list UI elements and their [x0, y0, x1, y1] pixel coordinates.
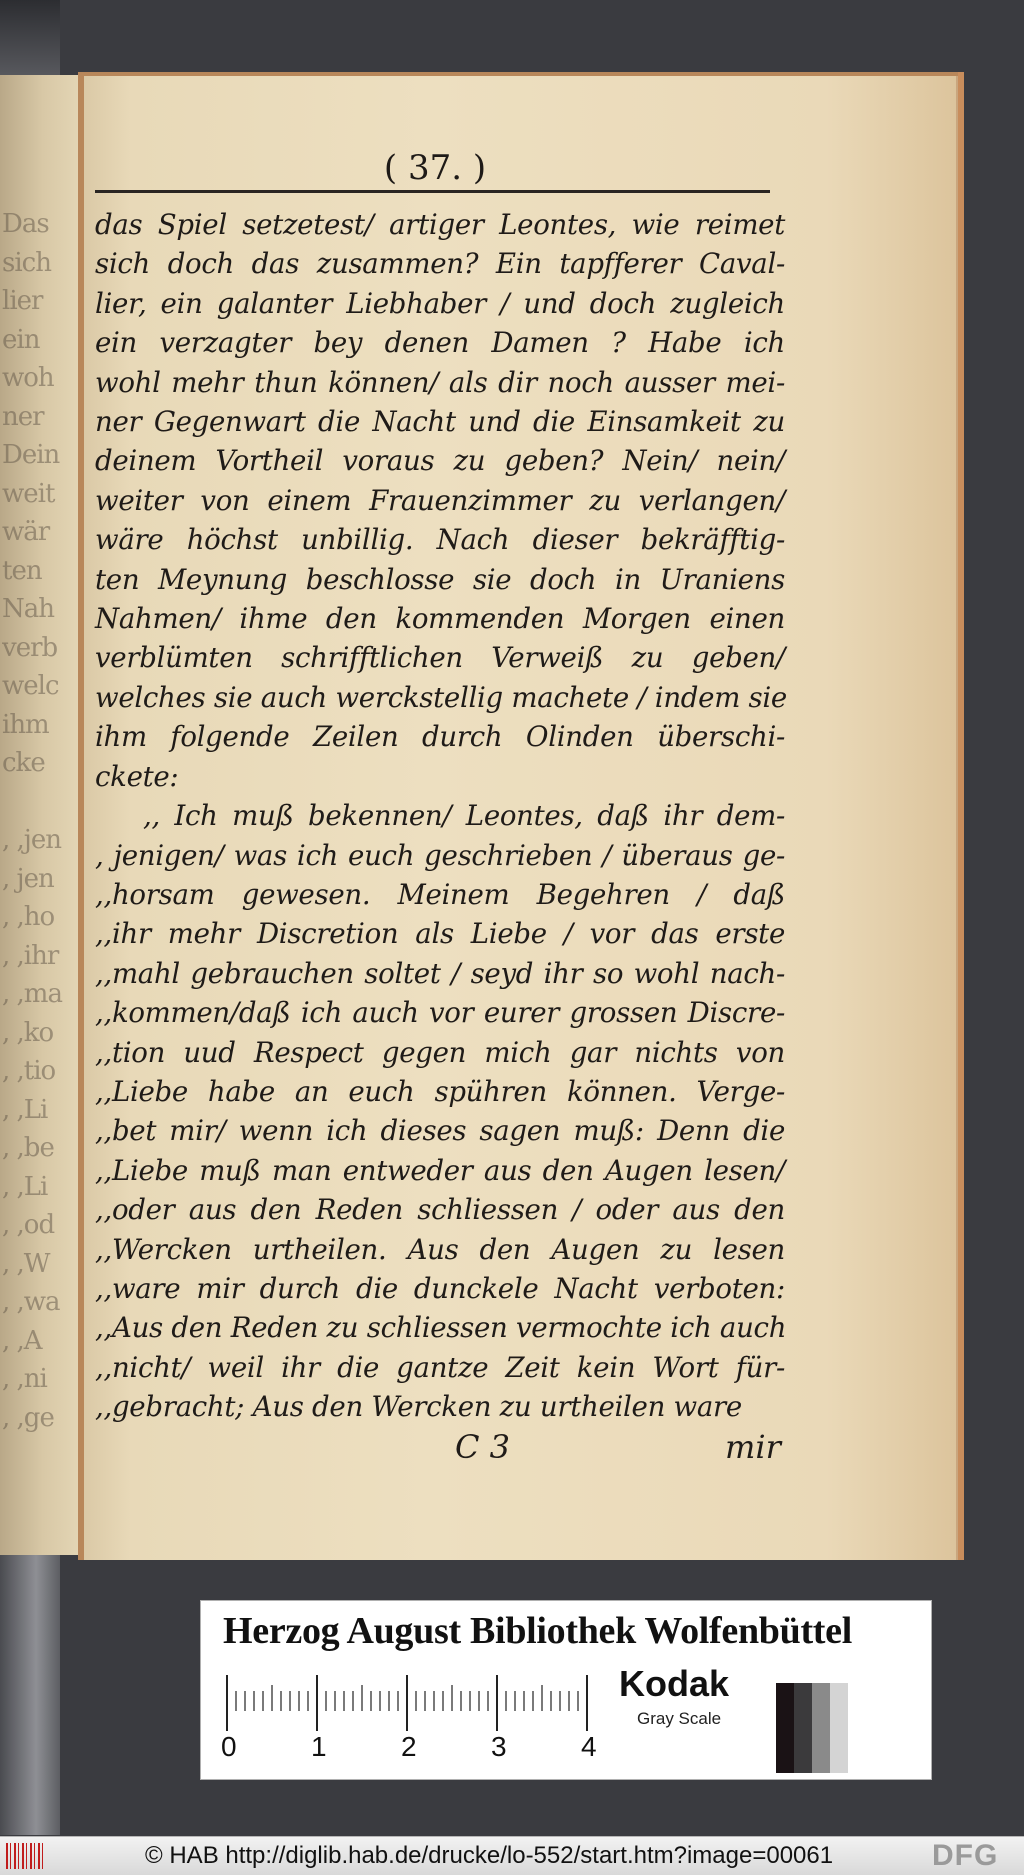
- gray-swatch: [848, 1683, 866, 1773]
- text-line: ten Meynung beschlosse sie doch in Uraniens: [95, 562, 785, 596]
- catchword: mir: [725, 1428, 781, 1466]
- gray-swatch: [830, 1683, 848, 1773]
- signature-mark: C 3: [455, 1428, 511, 1466]
- text-line: ,,oder aus den Reden schliessen / oder aus den: [95, 1193, 785, 1227]
- gray-swatch: [812, 1683, 830, 1773]
- library-scale-card: [200, 1600, 932, 1780]
- measurement-ruler: [221, 1671, 601, 1731]
- text-line: verblümten schrifftlichen Verweiß zu geben/: [95, 641, 785, 675]
- text-line: ihm folgende Zeilen durch Olinden überschi-: [95, 720, 785, 754]
- kodak-logo: Kodak: [619, 1663, 730, 1704]
- text-line: sich doch das zusammen? Ein tapfferer Caval-: [95, 247, 785, 281]
- text-line: ,,ihr mehr Discretion als Liebe / vor das erste: [95, 917, 785, 951]
- text-line: ckete:: [95, 759, 179, 793]
- barcode-icon: [6, 1843, 46, 1869]
- text-line: ,,bet mir/ wenn ich dieses sagen muß: Denn die: [95, 1114, 785, 1148]
- text-line: ,,horsam gewesen. Meinem Begehren / daß: [95, 877, 785, 911]
- text-line: ,,nicht/ weil ihr die gantze Zeit kein Wort für-: [95, 1350, 785, 1384]
- page-body-text: [95, 205, 785, 1427]
- text-line: ,,gebracht; Aus den Wercken zu urtheilen ware: [95, 1390, 742, 1424]
- library-title: Herzog August Bibliothek Wolfenbüttel: [223, 1610, 852, 1652]
- text-line: welches sie auch werckstellig machete / indem sie: [95, 680, 787, 714]
- ruler-number: 3: [491, 1731, 507, 1762]
- gray-scale-label: Gray Scale: [637, 1709, 722, 1728]
- text-line: deinem Vortheil voraus zu geben? Nein/ nein/: [95, 444, 785, 478]
- text-line: ,,Liebe muß man entweder aus den Augen lesen/: [95, 1153, 785, 1187]
- text-line: ,,Wercken urtheilen. Aus den Augen zu lesen: [95, 1232, 785, 1266]
- footer-bar: [0, 1836, 1024, 1875]
- text-line: ,,kommen/daß ich auch vor eurer grossen Discre-: [95, 996, 785, 1030]
- text-line: ,,Aus den Reden zu schliessen vermochte ich auch: [95, 1311, 787, 1345]
- copyright-link[interactable]: © HAB http://diglib.hab.de/drucke/lo-552/start.htm?image=00061: [145, 1842, 834, 1869]
- ruler-number: 1: [311, 1731, 327, 1762]
- gray-swatch: [794, 1683, 812, 1773]
- text-line: ,,ware mir durch die dunckele Nacht verboten:: [95, 1271, 785, 1305]
- scanner-strip: [0, 1555, 60, 1835]
- gray-scale-swatches: [776, 1683, 866, 1773]
- ruler-number: 4: [581, 1731, 597, 1762]
- gray-swatch: [776, 1683, 794, 1773]
- text-line: ,,Liebe habe an euch spühren können. Verge-: [95, 1074, 785, 1108]
- header-rule: [95, 190, 770, 193]
- text-line: ,,mahl gebrauchen soltet / seyd ihr so wohl nach-: [95, 956, 785, 990]
- text-line: weiter von einem Frauenzimmer zu verlangen/: [95, 483, 785, 517]
- dfg-logo: DFG: [932, 1839, 999, 1872]
- text-line: , jenigen/ was ich euch geschrieben / überaus ge-: [95, 838, 785, 872]
- ruler-number: 2: [401, 1731, 417, 1762]
- text-line: wäre höchst unbillig. Nach dieser bekräfftig-: [95, 523, 785, 557]
- ruler-numbers: [211, 1731, 611, 1767]
- text-line: das Spiel setzetest/ artiger Leontes, wie reimet: [95, 208, 785, 241]
- text-line: ein verzagter bey denen Damen ? Habe ich: [95, 326, 785, 360]
- page-number: ( 37. ): [383, 148, 487, 188]
- text-line: Nahmen/ ihme den kommenden Morgen einen: [95, 602, 785, 636]
- text-line: ,,tion uud Respect gegen mich gar nichts von: [95, 1035, 785, 1069]
- left-page-sliver: [0, 75, 80, 1555]
- ruler-number: 0: [221, 1731, 237, 1762]
- text-line: ,, Ich muß bekennen/ Leontes, daß ihr dem-: [143, 799, 785, 833]
- scanner-background: [0, 0, 60, 80]
- text-line: wohl mehr thun können/ als dir noch ausser mei-: [95, 365, 785, 399]
- left-page-ghost-text: Das sich lier ein woh ner Dein weit wär ten Nah verb welc ihm cke , ,jen , jen , ,ho , ,ihr , ,ma , ,ko , ,tio , ,Li , ,be , ,Li , ,od , ,W , ,wa , ,A , ,ni , ,ge: [2, 209, 62, 1433]
- text-line: ner Gegenwart die Nacht und die Einsamkeit zu: [95, 405, 785, 439]
- text-line: lier, ein galanter Liebhaber / und doch zugleich: [95, 286, 785, 320]
